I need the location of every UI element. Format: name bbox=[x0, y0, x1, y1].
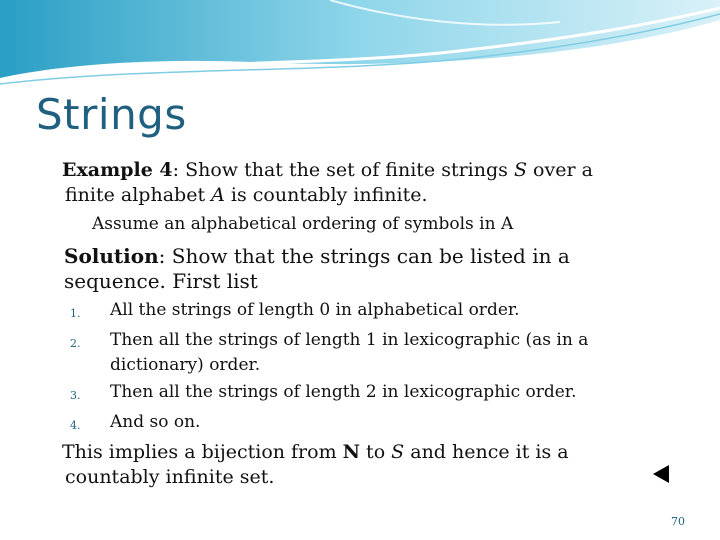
example-text: over a bbox=[526, 159, 593, 181]
variable-s: S bbox=[513, 159, 527, 181]
back-arrow-icon[interactable] bbox=[653, 465, 669, 483]
list-number: 3. bbox=[70, 389, 81, 402]
conclusion-text: to bbox=[360, 441, 392, 463]
list-text: And so on. bbox=[110, 412, 201, 432]
list-text: All the strings of length 0 in alphabetical order. bbox=[110, 300, 520, 320]
steps-list bbox=[70, 298, 660, 440]
example-text: : Show that the set of finite strings bbox=[172, 159, 514, 181]
solution-paragraph bbox=[64, 244, 654, 294]
conclusion-text: and hence it is a bbox=[404, 441, 569, 463]
page-number: 70 bbox=[671, 515, 685, 528]
slide-title: Strings bbox=[36, 90, 187, 139]
list-item bbox=[70, 328, 660, 378]
solution-text: sequence. First list bbox=[64, 269, 258, 293]
list-item bbox=[70, 298, 660, 326]
variable-s: S bbox=[391, 441, 405, 463]
header-wave-decoration bbox=[0, 0, 720, 90]
example-paragraph bbox=[62, 158, 662, 208]
list-text: Then all the strings of length 2 in lexicographic order. bbox=[110, 382, 577, 402]
solution-label: Solution bbox=[64, 244, 159, 268]
list-text: Then all the strings of length 1 in lexicographic (as in a dictionary) order. bbox=[110, 330, 589, 375]
list-number: 1. bbox=[70, 307, 81, 320]
solution-text: : Show that the strings can be listed in a bbox=[158, 244, 570, 268]
example-label: Example 4 bbox=[62, 159, 173, 181]
variable-n: N bbox=[342, 441, 361, 463]
example-text: is countably infinite. bbox=[224, 184, 428, 206]
assumption-note: Assume an alphabetical ordering of symbols in A bbox=[92, 214, 514, 234]
conclusion-text: countably infinite set. bbox=[65, 466, 275, 488]
variable-a: A bbox=[211, 184, 225, 206]
list-item bbox=[70, 380, 660, 408]
list-number: 4. bbox=[70, 419, 81, 432]
list-item bbox=[70, 410, 660, 438]
conclusion-paragraph bbox=[62, 440, 642, 490]
conclusion-text: This implies a bijection from bbox=[62, 441, 343, 463]
list-number: 2. bbox=[70, 337, 81, 350]
example-text: finite alphabet bbox=[65, 184, 212, 206]
